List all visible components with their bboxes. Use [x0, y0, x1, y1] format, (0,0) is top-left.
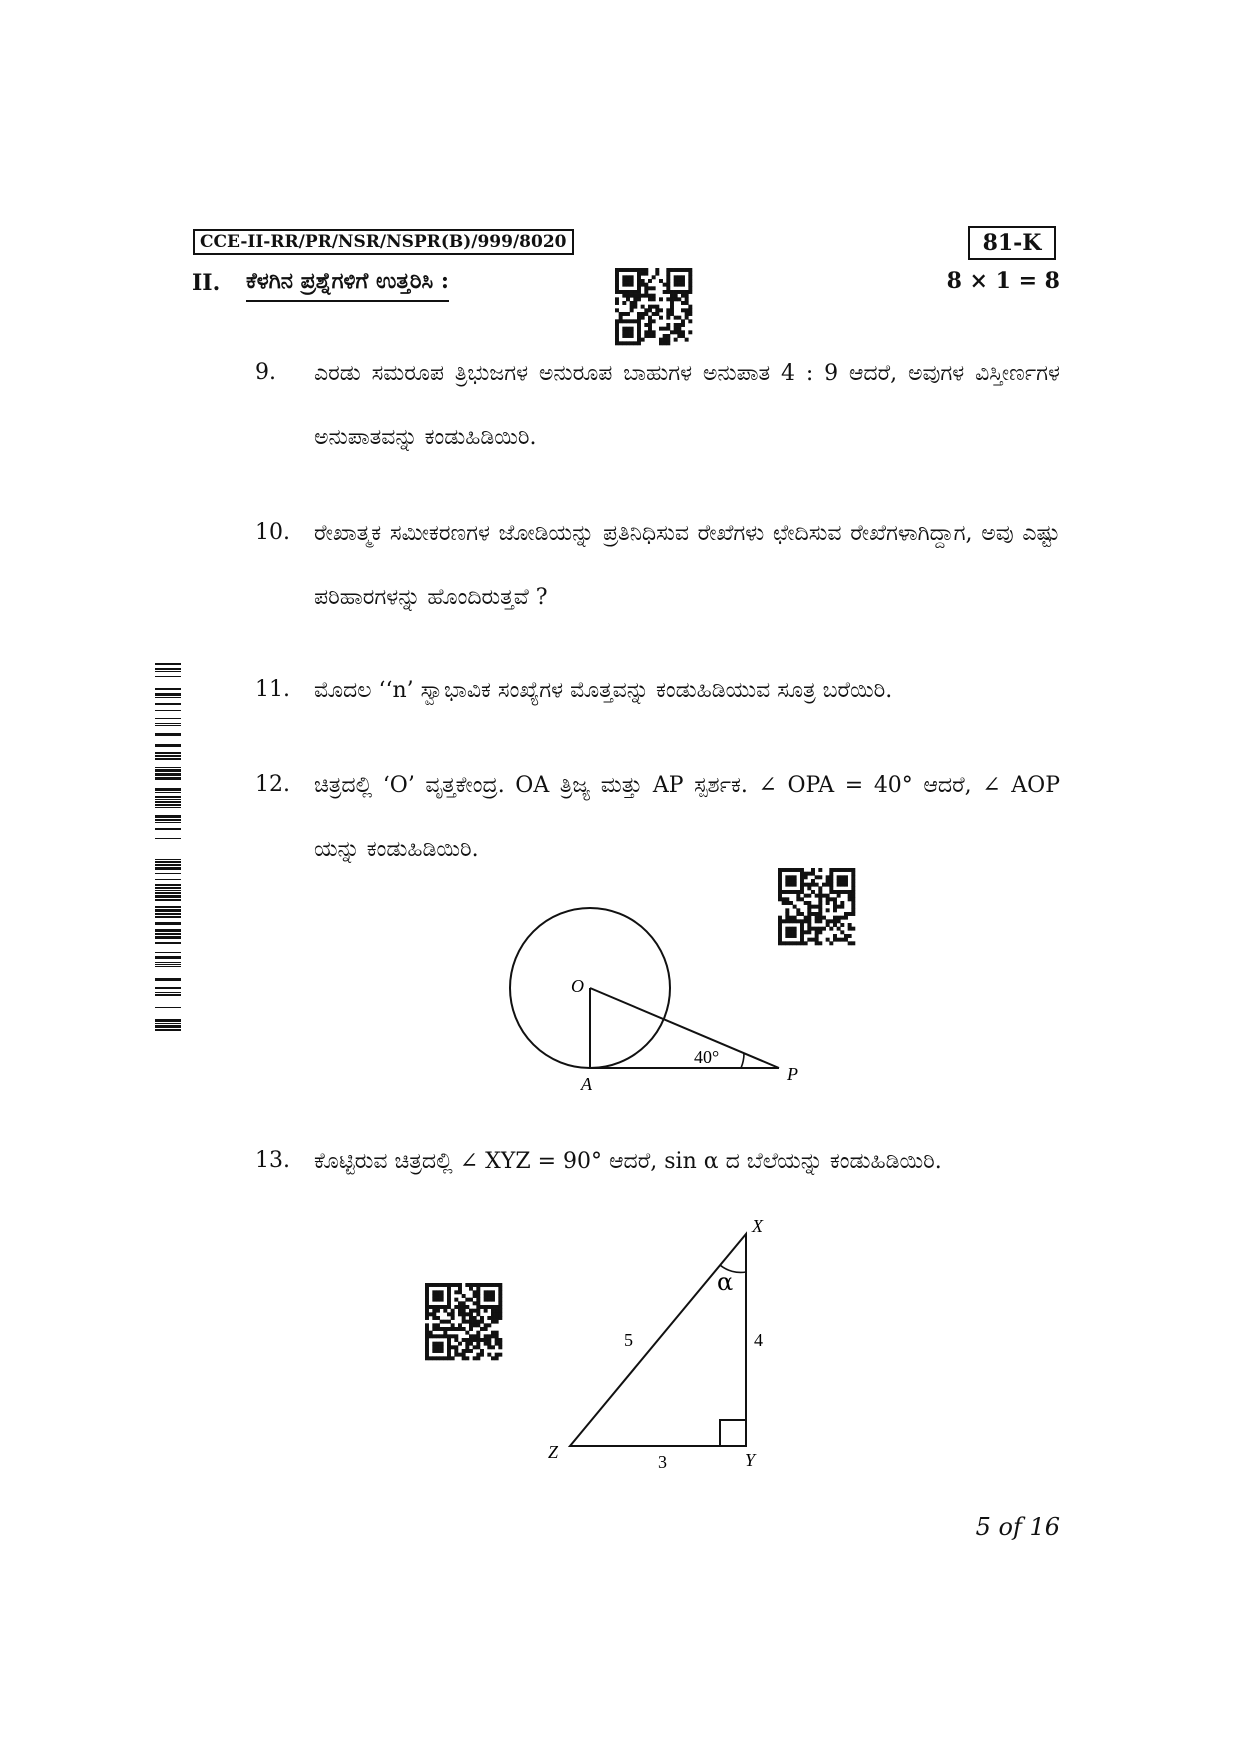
label-hypotenuse: 5 — [624, 1330, 633, 1350]
triangle-xyz — [570, 1234, 746, 1446]
label-base: 3 — [658, 1452, 667, 1472]
label-a: A — [581, 1074, 592, 1094]
question-paper-code: CCE-II-RR/PR/NSR/NSPR(B)/999/8020 — [193, 229, 574, 255]
barcode — [155, 663, 181, 1033]
label-x: X — [752, 1216, 763, 1236]
segment-op — [590, 988, 779, 1068]
paper-code-badge: 81-K — [968, 226, 1056, 260]
question-9-text: ಎರಡು ಸಮರೂಪ ತ್ರಿಭುಜಗಳ ಅನುರೂಪ ಬಾಹುಗಳ ಅನುಪಾತ 4 : 9 ಆದರೆ, ಅವುಗಳ ವಿಸ್ತೀರ್ಣಗಳ ಅನುಪಾತವನ್ನು ಕಂಡುಹಿಡಿಯಿರಿ. — [314, 361, 1060, 450]
question-12-number: 12. — [255, 772, 290, 797]
question-11-number: 11. — [255, 677, 290, 702]
angle-arc — [741, 1053, 744, 1068]
figure-q13 — [530, 1210, 810, 1470]
question-10-text: ರೇಖಾತ್ಮಕ ಸಮೀಕರಣಗಳ ಜೋಡಿಯನ್ನು ಪ್ರತಿನಿಧಿಸುವ ರೇಖೆಗಳು ಛೇದಿಸುವ ರೇಖೆಗಳಾಗಿದ್ದಾಗ, ಅವು ಎಷ್ಟು ಪರಿಹಾರಗಳನ್ನು ಹೊಂದಿರುತ್ತವೆ ? — [314, 521, 1060, 610]
question-12-text: ಚಿತ್ರದಲ್ಲಿ ‘O’ ವೃತ್ತಕೇಂದ್ರ. OA ತ್ರಿಜ್ಯ ಮತ್ತು AP ಸ್ಪರ್ಶಕ. ∠ OPA = 40° ಆದರೆ, ∠ AOP ಯನ್ನು ಕಂಡುಹಿಡಿಯಿರಿ. — [314, 773, 1060, 862]
question-13-number: 13. — [255, 1148, 290, 1173]
label-p: P — [787, 1064, 798, 1084]
label-z: Z — [548, 1442, 559, 1462]
question-11-text: ಮೊದಲ ‘‘n’ ಸ್ವಾಭಾವಿಕ ಸಂಖ್ಯೆಗಳ ಮೊತ್ತವನ್ನು ಕಂಡುಹಿಡಿಯುವ ಸೂತ್ರ ಬರೆಯಿರಿ. — [314, 678, 893, 703]
label-angle: 40° — [694, 1047, 720, 1067]
label-alpha: α — [717, 1268, 734, 1296]
section-number: II. — [192, 270, 221, 296]
section-marks: 8 × 1 = 8 — [946, 268, 1060, 294]
question-9-number: 9. — [255, 360, 276, 385]
question-13-text: ಕೊಟ್ಟಿರುವ ಚಿತ್ರದಲ್ಲಿ ∠ XYZ = 90° ಆದರೆ, sin α ದ ಬೆಲೆಯನ್ನು ಕಂಡುಹಿಡಿಯಿರಿ. — [314, 1149, 942, 1174]
label-vertical-side: 4 — [754, 1330, 763, 1350]
figure-q12 — [490, 900, 830, 1100]
qr-code-q13 — [425, 1283, 502, 1360]
question-10-number: 10. — [255, 520, 290, 545]
section-title: ಕೆಳಗಿನ ಪ್ರಶ್ನೆಗಳಿಗೆ ಉತ್ತರಿಸಿ : — [246, 268, 449, 302]
label-o: O — [571, 976, 584, 996]
label-y: Y — [745, 1450, 756, 1470]
qr-code-top — [615, 268, 692, 345]
page-number: 5 of 16 — [975, 1513, 1060, 1541]
right-angle-mark — [720, 1420, 746, 1446]
